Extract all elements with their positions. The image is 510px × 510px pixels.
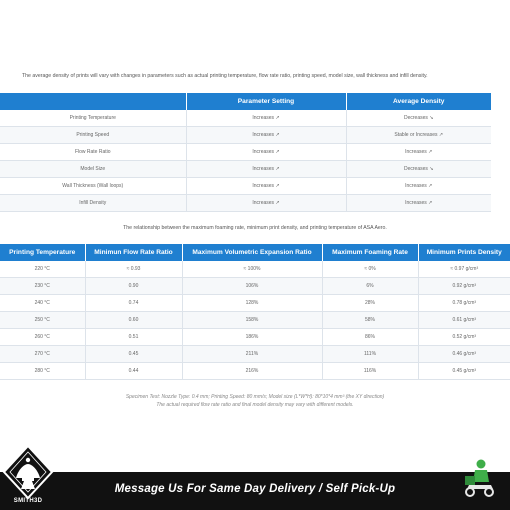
table-cell: Increases ↗ bbox=[186, 127, 346, 144]
table-row bbox=[0, 161, 491, 178]
table-cell: Increases ↗ bbox=[186, 195, 346, 212]
table-cell: 0.92 g/cm³ bbox=[418, 278, 510, 295]
table-row bbox=[0, 261, 510, 278]
logo-emblem-icon bbox=[2, 444, 54, 500]
table-cell: 0.61 g/cm³ bbox=[418, 312, 510, 329]
table-header-row bbox=[0, 93, 491, 110]
header-cell: Parameter Setting bbox=[186, 93, 346, 110]
table-cell: Infill Density bbox=[0, 195, 186, 212]
table-cell: ≈ 0.97 g/cm³ bbox=[418, 261, 510, 278]
footer-message: Message Us For Same Day Delivery / Self Pick-Up bbox=[114, 483, 396, 495]
table-cell: 0.90 bbox=[85, 278, 182, 295]
header-cell: Maximum Volumetric Expansion Ratio bbox=[182, 244, 322, 261]
table-cell: Model Size bbox=[0, 161, 186, 178]
table-cell: 216% bbox=[182, 363, 322, 380]
table-cell: 158% bbox=[182, 312, 322, 329]
logo-text: SMITH3D bbox=[13, 498, 43, 504]
table-row bbox=[0, 295, 510, 312]
table-cell: 28% bbox=[322, 295, 418, 312]
header-cell: Maximum Foaming Rate bbox=[322, 244, 418, 261]
header-cell: Printing Temperature bbox=[0, 244, 85, 261]
table-cell: 240 °C bbox=[0, 295, 85, 312]
table-cell: Increases ↗ bbox=[186, 178, 346, 195]
table-cell: 0.45 g/cm³ bbox=[418, 363, 510, 380]
table-cell: 280 °C bbox=[0, 363, 85, 380]
specimen-note-line: Specimen Test: Nozzle Type: 0.4 mm; Printing Speed: 80 mm/s; Model size (L*W*H): 80*10*4 mm³ (the XY direction) bbox=[125, 394, 385, 400]
table-row bbox=[0, 346, 510, 363]
table-cell: ≈ 100% bbox=[182, 261, 322, 278]
table-cell: 0.51 bbox=[85, 329, 182, 346]
table-cell: 186% bbox=[182, 329, 322, 346]
table-row bbox=[0, 312, 510, 329]
table-cell: 86% bbox=[322, 329, 418, 346]
table-cell: 58% bbox=[322, 312, 418, 329]
table-cell: Increases ↗ bbox=[346, 178, 491, 195]
header-cell: Average Density bbox=[346, 93, 491, 110]
table-cell: Increases ↗ bbox=[346, 195, 491, 212]
table-row bbox=[0, 195, 491, 212]
table-cell: 0.60 bbox=[85, 312, 182, 329]
table-cell: 0.52 g/cm³ bbox=[418, 329, 510, 346]
table-cell: ≈ 0% bbox=[322, 261, 418, 278]
table-cell: 230 °C bbox=[0, 278, 85, 295]
table-row bbox=[0, 278, 510, 295]
footer-banner bbox=[0, 472, 510, 510]
header-cell: Minimun Flow Rate Ratio bbox=[85, 244, 182, 261]
table-cell: 0.44 bbox=[85, 363, 182, 380]
table-row bbox=[0, 329, 510, 346]
table-row bbox=[0, 127, 491, 144]
table-cell: Printing Speed bbox=[0, 127, 186, 144]
table-cell: Decreases ↘ bbox=[346, 110, 491, 127]
foaming-rate-table bbox=[0, 244, 510, 380]
table-row bbox=[0, 144, 491, 161]
table-cell: 6% bbox=[322, 278, 418, 295]
table-row bbox=[0, 363, 510, 380]
table-cell: ≈ 0.93 bbox=[85, 261, 182, 278]
intro-text: The average density of prints will vary with changes in parameters such as actual printing temperature, flow rate ratio, printing speed, model size, wall thickness and infill density. bbox=[22, 73, 428, 79]
table-cell: 260 °C bbox=[0, 329, 85, 346]
header-cell: Minimum Prints Density bbox=[418, 244, 510, 261]
table-cell: 0.46 g/cm³ bbox=[418, 346, 510, 363]
table-cell: Stable or Increases ↗ bbox=[346, 127, 491, 144]
table-cell: 0.45 bbox=[85, 346, 182, 363]
table-row bbox=[0, 178, 491, 195]
table-cell: 0.78 g/cm³ bbox=[418, 295, 510, 312]
table-cell: 211% bbox=[182, 346, 322, 363]
table-cell: 220 °C bbox=[0, 261, 85, 278]
density-parameter-table bbox=[0, 93, 491, 212]
table-cell: Flow Rate Ratio bbox=[0, 144, 186, 161]
table-cell: 0.74 bbox=[85, 295, 182, 312]
specimen-note bbox=[0, 393, 510, 409]
table-header-row bbox=[0, 244, 510, 261]
delivery-rider-icon bbox=[461, 458, 497, 498]
table-cell: Decreases ↘ bbox=[346, 161, 491, 178]
specimen-note-line: The actual required flow rate ratio and final model density may vary with different models. bbox=[156, 402, 354, 408]
table-row bbox=[0, 110, 491, 127]
table-cell: 106% bbox=[182, 278, 322, 295]
header-cell bbox=[0, 93, 186, 110]
table-cell: 128% bbox=[182, 295, 322, 312]
table-cell: Increases ↗ bbox=[186, 144, 346, 161]
table-cell: Increases ↗ bbox=[346, 144, 491, 161]
smith3d-logo bbox=[2, 444, 54, 510]
table-cell: Wall Thickness (Wall loops) bbox=[0, 178, 186, 195]
table-cell: Increases ↗ bbox=[186, 161, 346, 178]
table-cell: 270 °C bbox=[0, 346, 85, 363]
table-cell: 250 °C bbox=[0, 312, 85, 329]
table-cell: 116% bbox=[322, 363, 418, 380]
table2-caption: The relationship between the maximum foaming rate, minimum print density, and printing temperature of ASA Aero. bbox=[123, 225, 387, 231]
table-cell: Increases ↗ bbox=[186, 110, 346, 127]
table-cell: Printing Temperature bbox=[0, 110, 186, 127]
table-cell: 111% bbox=[322, 346, 418, 363]
